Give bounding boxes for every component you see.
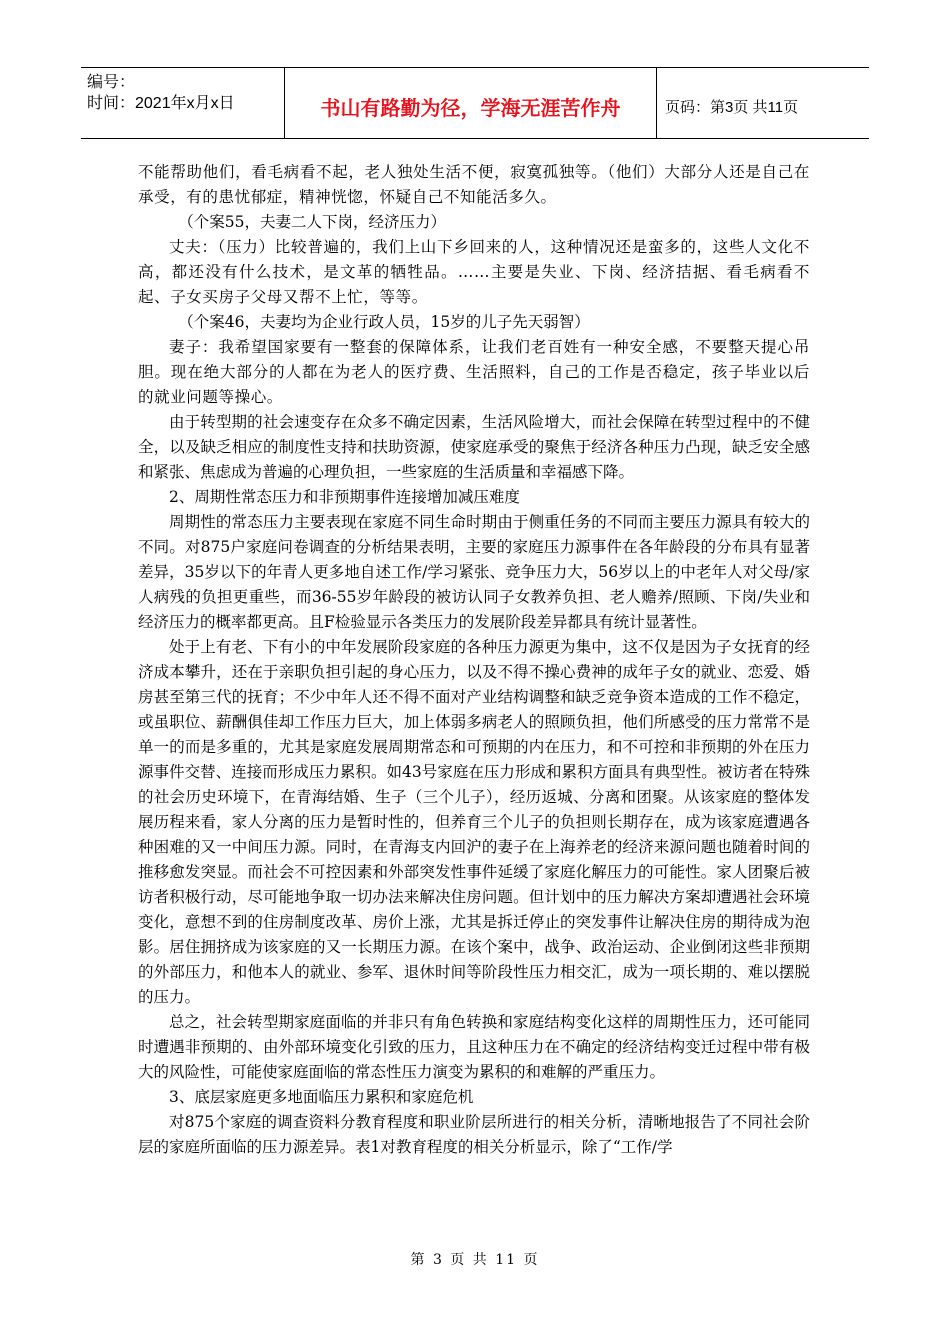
interview-quote: 丈夫：（压力）比较普遍的，我们上山下乡回来的人，这种情况还是蛮多的，这些人文化不高，都还没有什么技术，是文革的牺牲品。……主要是失业、下岗、经济拮据、看毛病看不起、子女买房子父母又帮不上忙，等等。 xyxy=(138,238,810,306)
page-header xyxy=(81,67,869,139)
paragraph: 处于上有老、下有小的中年发展阶段家庭的各种压力源更为集中，这不仅是因为子女抚育的经济成本攀升，还在于亲职负担引起的身心压力，以及不得不操心费神的成年子女的就业、恋爱、婚房甚至第三代的抚育；不少中年人还不得不面对产业结构调整和缺乏竞争资本造成的工作不稳定，或虽职位、薪酬俱佳却工作压力巨大，加上体弱多病老人的照顾负担，他们所感受的压力常常不是单一的而是多重的，尤其是家庭发展周期常态和可预期的内在压力，和不可控和非预期的外在压力源事件交替、连接而形成压力累积。如43号家庭在压力形成和累积方面具有典型性。被访者在特殊的社会历史环境下，在青海结婚、生子（三个儿子），经历返城、分离和团聚。从该家庭的整体发展历程来看，家人分离的压力是暂时性的，但养育三个儿子的负担则长期存在，成为该家庭遭遇各种困难的又一中间压力源。同时，在青海支内回沪的妻子在上海养老的经济来源问题也随着时间的推移愈发突显。而社会不可控因素和外部突发性事件延缓了家庭化解压力的可能性。家人团聚后被访者积极行动，尽可能地争取一切办法来解决住房问题。但计划中的压力解决方案却遭遇社会环境变化，意想不到的住房制度改革、房价上涨，尤其是拆迁停止的突发事件让解决住房的期待成为泡影。居住拥挤成为该家庭的又一长期压力源。在该个案中，战争、政治运动、企业倒闭这些非预期的外部压力，和他本人的就业、参军、退休时间等阶段性压力相交汇，成为一项长期的、难以摆脱的压力。 xyxy=(138,638,810,1006)
paragraph: 由于转型期的社会速变存在众多不确定因素，生活风险增大，而社会保障在转型过程中的不健全，以及缺乏相应的制度性支持和扶助资源，使家庭承受的聚焦于经济各种压力凸现，缺乏安全感和紧张、焦虑成为普遍的心理负担，一些家庭的生活质量和幸福感下降。 xyxy=(138,413,810,481)
interview-quote: 妻子：我希望国家要有一整套的保障体系，让我们老百姓有一种安全感，不要整天提心吊胆。现在绝大部分的人都在为老人的医疗费、生活照料，自己的工作是否稳定，孩子毕业以后的就业问题等操心。 xyxy=(138,338,810,406)
case-heading: （个案55，夫妻二人下岗，经济压力） xyxy=(178,213,447,231)
document-body xyxy=(138,160,810,1160)
page-footer: 第 3 页 共 11 页 xyxy=(410,1252,540,1268)
section-heading: 3、底层家庭更多地面临压力累积和家庭危机 xyxy=(169,1088,474,1106)
header-meta xyxy=(81,68,285,138)
paragraph: 周期性的常态压力主要表现在家庭不同生命时期由于侧重任务的不同而主要压力源具有较大的不同。对875户家庭问卷调查的分析结果表明，主要的家庭压力源事件在各年龄段的分布具有显著差异，35岁以下的年青人更多地自述工作/学习紧张、竞争压力大，56岁以上的中老年人对父母/家人病残的负担更重些，而36-55岁年龄段的被访认同子女教养负担、老人赡养/照顾、下岗/失业和经济压力的概率都更高。且F检验显示各类压力的发展阶段差异都具有统计显著性。 xyxy=(138,513,810,631)
paragraph: 对875个家庭的调查资料分教育程度和职业阶层所进行的相关分析，清晰地报告了不同社会阶层的家庭所面临的压力源差异。表1对教育程度的相关分析显示，除了“工作/学 xyxy=(138,1113,810,1156)
header-page-number: 页码：第3页 共11页 xyxy=(665,98,799,116)
paragraph: 总之，社会转型期家庭面临的并非只有角色转换和家庭结构变化这样的周期性压力，还可能同时遭遇非预期的、由外部环境变化引致的压力，且这种压力在不确定的经济结构变迁过程中带有极大的风险性，可能使家庭面临的常态性压力演变为累积的和难解的严重压力。 xyxy=(138,1013,810,1081)
section-heading: 2、周期性常态压力和非预期事件连接增加减压难度 xyxy=(169,488,520,506)
header-motto: 书山有路勤为径，学海无涯苦作舟 xyxy=(285,68,657,138)
case-heading: （个案46，夫妻均为企业行政人员，15岁的儿子先天弱智） xyxy=(178,313,590,331)
header-number: 编号： xyxy=(87,74,136,91)
header-date: 时间：2021年x月x日 xyxy=(87,95,235,112)
paragraph: 不能帮助他们，看毛病看不起，老人独处生活不便，寂寞孤独等。（他们）大部分人还是自己在承受，有的患忧郁症，精神恍惚，怀疑自己不知能活多久。 xyxy=(138,163,810,206)
